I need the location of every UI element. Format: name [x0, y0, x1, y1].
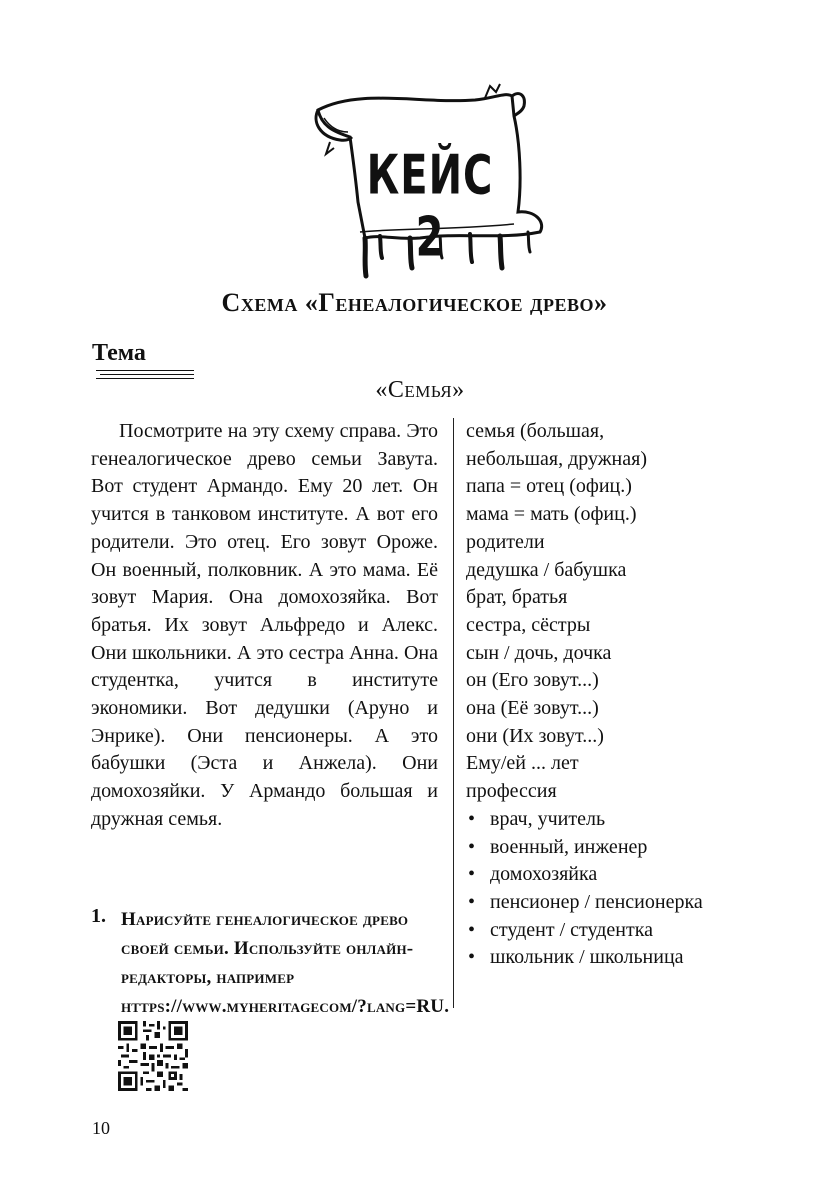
profession-label: военный, инженер — [490, 835, 648, 858]
section-title: Схема «Генеалогическое древо» — [221, 288, 608, 317]
vocab-item: семья (большая, — [466, 420, 605, 442]
profession-list — [466, 806, 796, 972]
vocab-item: они (Их зовут...) — [466, 724, 604, 747]
page-number: 10 — [92, 1118, 110, 1138]
vocab-item: папа = отец (офиц.) — [466, 475, 632, 498]
vocab-item: небольшая, дружная) — [466, 447, 647, 470]
profession-label: пенсионер / пенсионерка — [490, 890, 703, 913]
vocab-item: сын / дочь, дочка — [466, 641, 612, 664]
bullet-icon: • — [468, 863, 476, 886]
task-instruction: Нарисуйте генеалогическое древо своей семьи. Используйте онлайн-редакторы, например https://www.myheritagecom/?lang=RU. — [121, 909, 450, 1017]
topic-underline — [96, 370, 194, 371]
vocab-item: Ему/ей ... лет — [466, 752, 579, 775]
vocab-item: брат, братья — [466, 586, 568, 609]
profession-label: студент / студентка — [490, 918, 654, 941]
task-1 — [91, 905, 451, 1021]
vocab-item: мама = мать (офиц.) — [466, 503, 637, 526]
column-divider — [453, 418, 454, 1008]
vocabulary-list — [466, 418, 796, 972]
qr-code-icon[interactable] — [118, 1021, 188, 1091]
topic-underline-3 — [96, 378, 194, 379]
bullet-icon: • — [468, 807, 476, 830]
profession-item — [466, 944, 796, 972]
task-number: 1. — [91, 905, 106, 927]
profession-item — [466, 917, 796, 945]
bullet-icon: • — [468, 918, 476, 941]
profession-item — [466, 806, 796, 834]
vocab-item: дедушка / бабушка — [466, 558, 627, 581]
reading-paragraph: Посмотрите на эту схему справа. Это генеалогическое древо семьи Завута. Вот студент Армандо. Ему 20 лет. Он учится в танковом институте. А вот его родители. Это отец. Его зовут Ороже. Он военный, полковник. А это мама. Её зовут Мария. Она домохозяйка. Вот братья. Их зовут Альфредо и Алекс. Они школьники. А это сестра Анна. Она студентка, учится в институте экономики. Вот дедушки (Аруно и Энрике). Они пенсионеры. А это бабушки (Эста и Анжела). Они домохозяйки. У Армандо большая и дружная семья. — [91, 420, 438, 830]
topic-underline-2 — [100, 374, 194, 375]
profession-label: домохозяйка — [490, 863, 598, 886]
vocab-item: он (Его зовут...) — [466, 669, 599, 692]
profession-item — [466, 861, 796, 889]
bullet-icon: • — [468, 946, 476, 969]
profession-item — [466, 889, 796, 917]
case-title: КЕЙС 2 — [366, 145, 494, 270]
vocab-item: она (Её зовут...) — [466, 697, 599, 720]
topic-name: «Семья» — [375, 377, 465, 403]
vocab-item: сестра, сёстры — [466, 613, 591, 636]
bullet-icon: • — [468, 890, 476, 913]
profession-item — [466, 834, 796, 862]
vocab-item: профессия — [466, 780, 557, 803]
bullet-icon: • — [468, 835, 476, 858]
profession-label: школьник / школьница — [490, 946, 684, 969]
vocab-item: родители — [466, 530, 545, 553]
topic-label: Тема — [92, 340, 146, 366]
reading-text — [91, 418, 438, 834]
profession-label: врач, учитель — [490, 807, 606, 830]
